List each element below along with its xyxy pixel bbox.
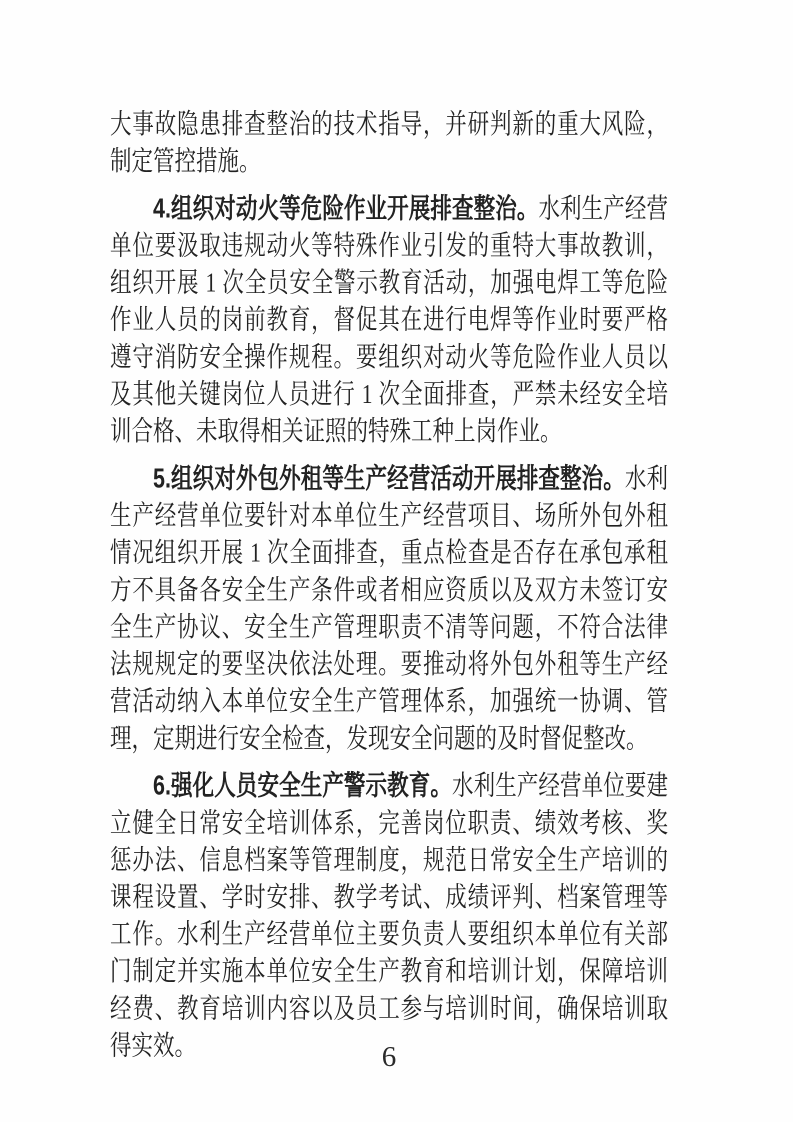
paragraph-heading: 5.组织对外包外租等生产经营活动开展排查整治。 (153, 463, 625, 494)
document-body (110, 106, 668, 1065)
paragraph-heading: 4.组织对动火等危险作业开展排查整治。 (153, 193, 539, 224)
paragraph-heading: 6.强化人员安全生产警示教育。 (153, 770, 452, 802)
paragraph: 4.组织对动火等危险作业开展排查整治。水利生产经营单位要汲取违规动火等特殊作业引发的重特大事故教训，组织开展 1 次全员安全警示教育活动，加强电焊工等危险作业人员的岗前教育，督促其在进行电焊等作业时要严格遵守消防安全操作规程。要组织对动火等危险作业人员以及其他关键岗位人员进行 1 次全面排查，严禁未经安全培训合格、未取得相关证照的特殊工种上岗作业。 (110, 193, 668, 447)
paragraph: 6.强化人员安全生产警示教育。水利生产经营单位要建立健全日常安全培训体系，完善岗位职责、绩效考核、奖惩办法、信息档案等管理制度，规范日常安全生产培训的课程设置、学时安排、教学考试、成绩评判、档案管理等工作。水利生产经营单位主要负责人要组织本单位有关部门制定并实施本单位安全生产教育和培训计划，保障培训经费、教育培训内容以及员工参与培训时间，确保培训取得实效。 (110, 770, 668, 1061)
page-number: 6 (381, 1041, 397, 1073)
paragraph: 大事故隐患排查整治的技术指导，并研判新的重大风险，制定管控措施。 (110, 108, 668, 177)
paragraph: 5.组织对外包外租等生产经营活动开展排查整治。水利生产经营单位要针对本单位生产经营项目、场所外包外租情况组织开展 1 次全面排查，重点检查是否存在承包承租方不具备各安全生产条件或者相应资质以及双方未签订安全生产协议、安全生产管理职责不清等问题，不符合法律法规规定的要坚决依法处理。要推动将外包外租等生产经营活动纳入本单位安全生产管理体系，加强统一协调、管理，定期进行安全检查，发现安全问题的及时督促整改。 (110, 463, 668, 754)
